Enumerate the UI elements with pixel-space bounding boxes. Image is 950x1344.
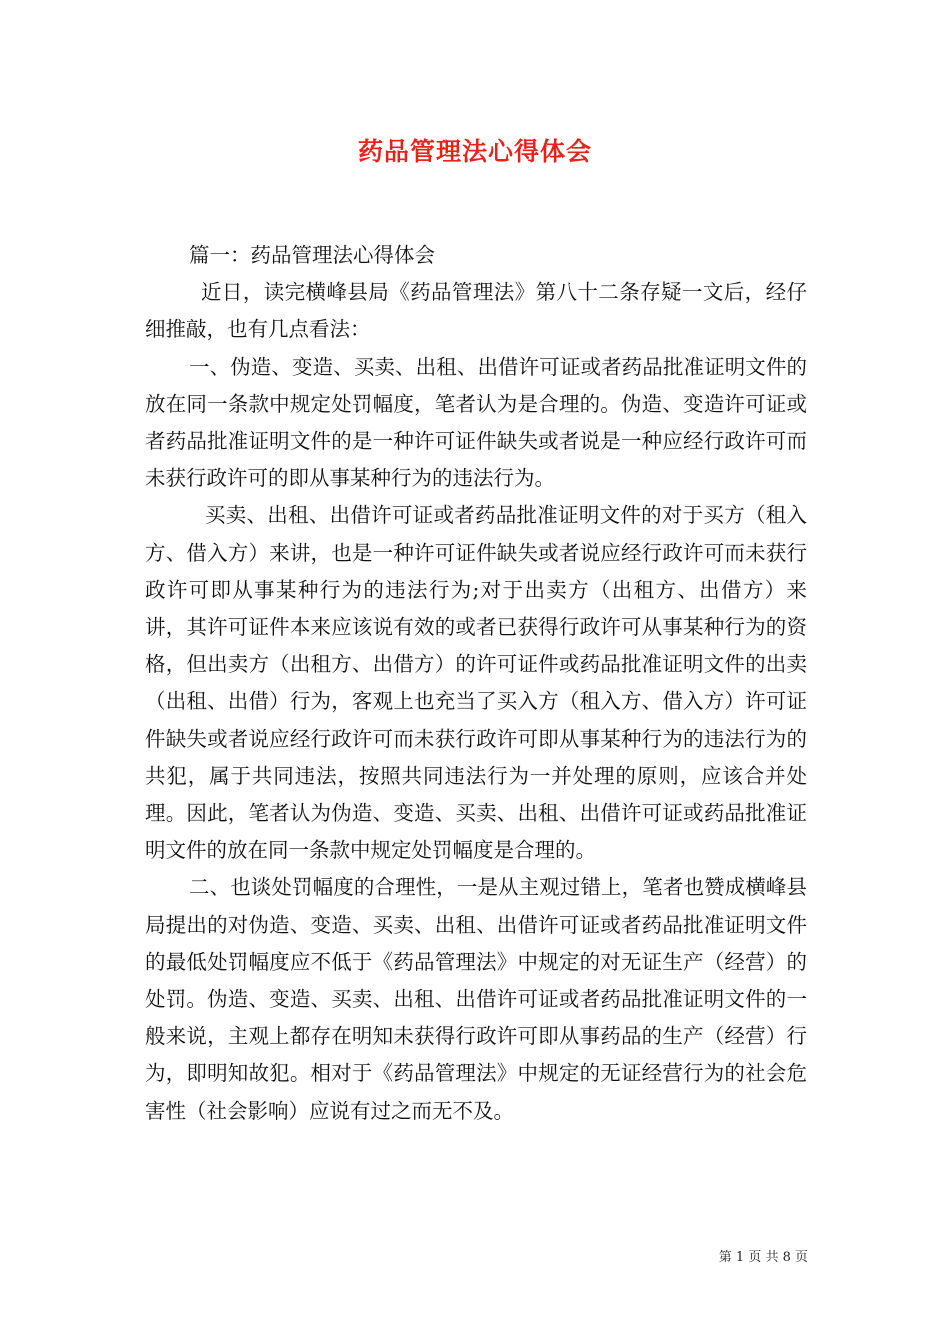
paragraph-point-one-continued: 买卖、出租、出借许可证或者药品批准证明文件的对于买方（租入方、借入方）来讲，也是一种许可证件缺失或者说应经行政许可而未获行政许可即从事某种行为的违法行为;对于出卖方（出租方、出借方）来讲，其许可证件本来应该说有效的或者已获得行政许可从事某种行为的资格，但出卖方（出租方、出借方）的许可证件或药品批准证明文件的出卖（出租、出借）行为，客观上也充当了买入方（租入方、借入方）许可证件缺失或者说应经行政许可而未获行政许可即从事某种行为的违法行为的共犯，属于共同违法，按照共同违法行为一并处理的原则，应该合并处理。因此，笔者认为伪造、变造、买卖、出租、出借许可证或药品批准证明文件的放在同一条款中规定处罚幅度是合理的。 [145, 503, 807, 863]
document-body [145, 237, 807, 1130]
page-number: 第 1 页 共 8 页 [718, 1250, 808, 1265]
paragraph-intro: 近日，读完横峰县局《药品管理法》第八十二条存疑一文后，经仔细推敲，也有几点看法： [145, 280, 807, 342]
document-title: 药品管理法心得体会 [357, 137, 592, 166]
paragraph-point-one: 一、伪造、变造、买卖、出租、出借许可证或者药品批准证明文件的放在同一条款中规定处罚幅度，笔者认为是合理的。伪造、变造许可证或者药品批准证明文件的是一种许可证件缺失或者说是一种应经行政许可而未获行政许可的即从事某种行为的违法行为。 [145, 354, 807, 491]
section-heading: 篇一：药品管理法心得体会 [189, 243, 435, 267]
paragraph-point-two: 二、也谈处罚幅度的合理性，一是从主观过错上，笔者也赞成横峰县局提出的对伪造、变造、买卖、出租、出借许可证或者药品批准证明文件的最低处罚幅度应不低于《药品管理法》中规定的对无证生产（经营）的处罚。伪造、变造、买卖、出租、出借许可证或者药品批准证明文件的一般来说，主观上都存在明知未获得行政许可即从事药品的生产（经营）行为，即明知故犯。相对于《药品管理法》中规定的无证经营行为的社会危害性（社会影响）应说有过之而无不及。 [145, 875, 807, 1123]
